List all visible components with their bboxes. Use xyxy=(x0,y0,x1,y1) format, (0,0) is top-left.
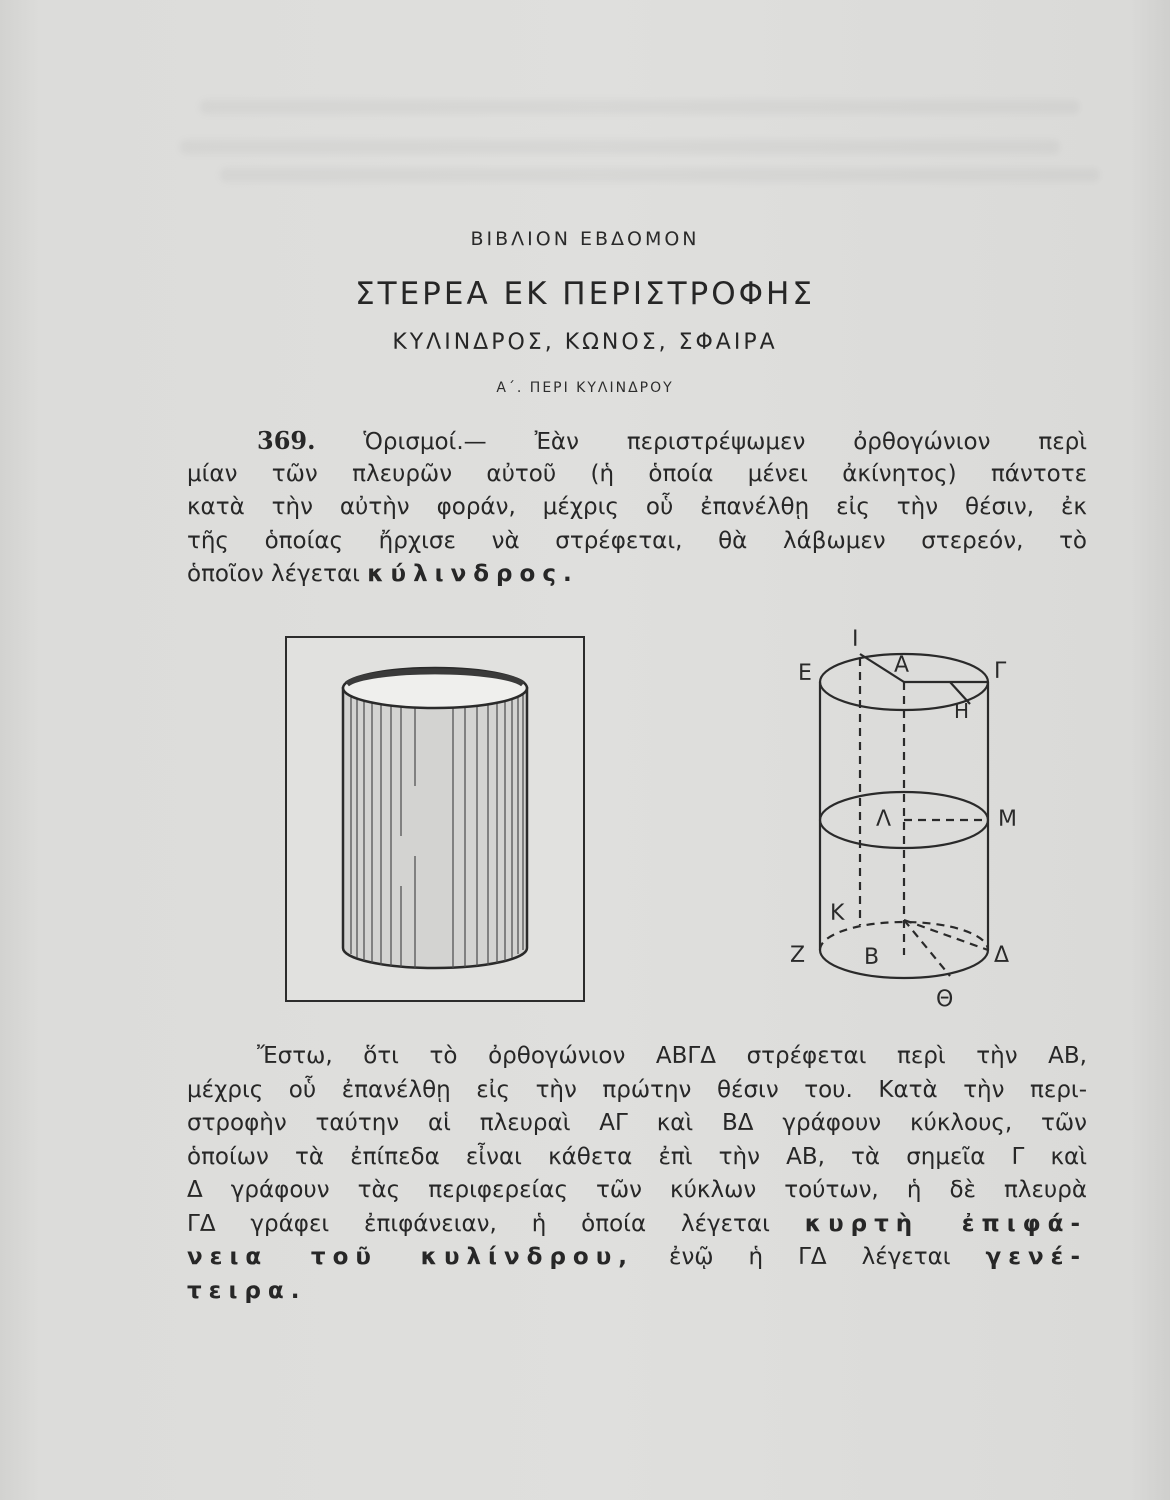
label-alpha: Α xyxy=(894,653,910,678)
text-line: μίαν τῶν πλευρῶν αὐτοῦ (ἡ ὁποία μένει ἀκίνητος) πάντοτε xyxy=(187,460,1087,487)
label-kappa: Κ xyxy=(830,901,845,926)
label-delta: Δ xyxy=(994,943,1010,968)
section-title: Α΄. ΠΕΡΙ ΚΥΛΙΝΔΡΟΥ xyxy=(496,380,674,396)
show-through-text xyxy=(180,140,1060,154)
definition-paragraph xyxy=(187,424,1087,592)
label-iota: Ι xyxy=(852,627,859,652)
book-heading: ΒΙΒΛΙΟΝ ΕΒΔΟΜΟΝ xyxy=(470,228,700,250)
labeled-cylinder-diagram xyxy=(780,620,1040,1020)
text-line xyxy=(187,558,1087,592)
text-line xyxy=(187,424,1087,458)
label-zeta: Ζ xyxy=(790,943,806,968)
text-segment: ὁποῖον λέγεται xyxy=(187,561,360,587)
label-lambda: Λ xyxy=(876,807,892,832)
text-line: Δ γράφουν τὰς περιφερείας τῶν κύκλων τούτων, ἡ δὲ πλευρὰ xyxy=(187,1177,1087,1203)
label-epsilon: Ε xyxy=(798,661,812,686)
cylinder-illustration xyxy=(285,636,585,1002)
defined-term: νεια τοῦ κυλίνδρου, xyxy=(187,1244,635,1270)
defined-term: γενέ- xyxy=(985,1244,1088,1270)
main-title: ΣΤΕΡΕΑ ΕΚ ΠΕΡΙΣΤΡΟΦΗΣ xyxy=(355,276,815,312)
text-line xyxy=(187,1275,1087,1309)
label-mu: Μ xyxy=(998,807,1017,832)
text-line xyxy=(187,1241,1087,1275)
section-number: 369. xyxy=(257,426,316,455)
defined-term: τειρα. xyxy=(187,1277,307,1304)
sub-title: ΚΥΛΙΝΔΡΟΣ, ΚΩΝΟΣ, ΣΦΑΙΡΑ xyxy=(392,330,778,355)
label-beta: Β xyxy=(864,945,880,970)
text-line: Ἔστω, ὅτι τὸ ὀρθογώνιον ΑΒΓΔ στρέφεται περὶ τὴν ΑΒ, xyxy=(257,1043,1087,1069)
show-through-text xyxy=(220,168,1100,182)
text-segment: ἐνῷ ἡ ΓΔ λέγεται xyxy=(669,1244,951,1270)
text-segment: Ἐὰν περιστρέψωμεν ὀρθογώνιον περὶ xyxy=(534,429,1088,455)
text-line: στροφὴν ταύτην αἱ πλευραὶ ΑΓ καὶ ΒΔ γράφουν κύκλους, τῶν xyxy=(187,1110,1087,1136)
show-through-text xyxy=(200,100,1080,114)
explanation-paragraph xyxy=(187,1040,1087,1308)
text-line: κατὰ τὴν αὐτὴν φοράν, μέχρις οὗ ἐπανέλθῃ εἰς τὴν θέσιν, ἐκ xyxy=(187,494,1087,520)
defined-term: κυρτὴ ἐπιφά- xyxy=(804,1210,1088,1237)
label-eta: Η xyxy=(954,699,970,723)
cylinder-body xyxy=(343,688,527,968)
definition-heading: Ὁρισμοί.— xyxy=(363,429,487,455)
label-gamma: Γ xyxy=(994,659,1007,684)
label-theta: Θ xyxy=(936,987,954,1012)
text-line: τῆς ὁποίας ἤρχισε νὰ στρέφεται, θὰ λάβωμεν στερεόν, τὸ xyxy=(187,527,1087,554)
text-line xyxy=(187,1208,1087,1242)
text-line: μέχρις οὗ ἐπανέλθῃ εἰς τὴν πρώτην θέσιν του. Κατὰ τὴν περι- xyxy=(187,1076,1087,1103)
text-line: ὁποίων τὰ ἐπίπεδα εἶναι κάθετα ἐπὶ τὴν ΑΒ, τὰ σημεῖα Γ καὶ xyxy=(187,1143,1087,1170)
text-segment: ΓΔ γράφει ἐπιφάνειαν, ἡ ὁποία λέγεται xyxy=(187,1210,770,1237)
radius-bt xyxy=(904,920,950,976)
defined-term: κύλινδρος. xyxy=(367,561,579,587)
